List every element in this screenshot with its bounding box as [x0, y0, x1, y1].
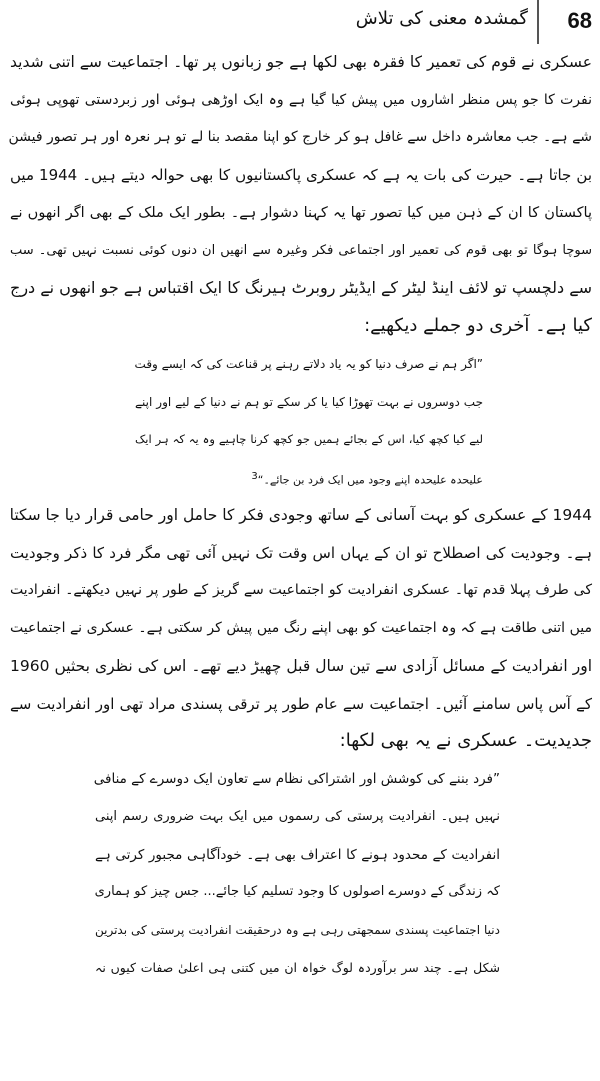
text-line: کی طرف پہلا قدم تھا۔ عسکری انفرادیت کو اجتماعیت سے گریز کے طور پر نہیں دیکھتے۔ انفرادیت [10, 582, 592, 598]
text-line: اور انفرادیت کے مسائل آزادی سے تین سال قبل چھیڑ دیے تھے۔ اس کی نظری بحثیں 1960 [10, 657, 592, 675]
quote-line: کہ زندگی کے دوسرے اصولوں کا وجود تسلیم کیا جائے... جس چیز کو ہماری [94, 884, 500, 899]
text-line: سوچا ہوگا تو بھی قوم کی تعمیر اور اجتماعی فکر وغیرہ سے انھیں ان دنوں کوئی نسبت نہیں تھی۔ سب [10, 243, 592, 258]
quote-line: انفرادیت کے محدود ہونے کا اعتراف بھی ہے۔ خودآگاہی مجبور کرتی ہے [95, 847, 500, 863]
quote-line: ”اگر ہم نے صرف دنیا کو یہ یاد دلاتے رہنے پر قناعت کی کہ ایسے وقت [134, 357, 483, 371]
quote-text: علیحدہ علیحدہ اپنے وجود میں ایک فرد بن جائے۔“ [257, 473, 483, 487]
text-line: میں اتنی طاقت ہے کہ وہ اجتماعیت کو بھی اپنے رنگ میں پیش کر سکتی ہے۔ عسکری نے اجتماعیت [10, 620, 592, 636]
footnote-marker: 3 [251, 471, 258, 482]
page-number: 68 [567, 8, 592, 33]
header-divider [537, 0, 539, 44]
text-line: شے ہے۔ جب معاشرہ داخل سے غافل ہو کر خارج کو اپنا مقصد بنا لے تو ہر نعرہ اور ہر تصور فیشن [8, 129, 592, 145]
quote-line [250, 462, 483, 492]
quote-line: نہیں ہیں۔ انفرادیت پرستی کی رسموں میں ایک بہت ضروری رسم اپنی [95, 809, 500, 824]
book-title: گمشدہ معنی کی تلاش [355, 8, 528, 29]
quote-line: دنیا اجتماعیت پسندی سمجھتی رہی ہے وہ درحقیقت انفرادیت پرستی کی بدترین [95, 923, 500, 937]
text-line: بن جاتا ہے۔ حیرت کی بات یہ ہے کہ عسکری پاکستانیوں کا بھی حوالہ دیتے ہیں۔ 1944 میں [10, 166, 592, 184]
quote-line: ”فرد بننے کی کوشش اور اشتراکی نظام سے تعاون ایک دوسرے کے منافی [93, 771, 500, 787]
text-line: کے آس پاس سامنے آئیں۔ اجتماعیت سے عام طور پر ترقی پسندی مراد تھی اور انفرادیت سے [10, 695, 592, 713]
quote-line: جب دوسروں نے بہت تھوڑا کیا یا کر سکے تو ہم نے دنیا کے لیے اور اپنے [135, 395, 483, 409]
text-line: کیا ہے۔ آخری دو جملے دیکھیے: [364, 315, 592, 336]
quote-line: لیے کیا کچھ کیا، اس کے بجائے ہمیں جو کچھ کرنا چاہیے وہ یہ کہ ہر ایک [135, 432, 483, 446]
quote-line: شکل ہے۔ چند سر برآوردہ لوگ خواہ ان میں کتنی ہی اعلیٰ صفات کیوں نہ [95, 960, 500, 975]
text-line: نفرت کا جو پس منظر اشاروں میں پیش کیا گیا ہے وہ ایک اوڑھی ہوئی اور زبردستی تھوپی ہوئی [10, 92, 592, 108]
text-line: 1944 کے عسکری کو بہت آسانی کے ساتھ وجودی فکر کا حامل اور حامی قرار دیا جا سکتا [9, 506, 592, 524]
text-line: سے دلچسپ تو لائف اینڈ لیٹر کے ایڈیٹر روبرٹ ہیرنگ کا ایک اقتباس ہے جو انھوں نے درج [10, 278, 592, 297]
text-line: پاکستان کا ان کے ذہن میں کیا تصور تھا یہ کہنا دشوار ہے۔ بطور ایک ملک کے بھی اگر انھوں نے [10, 205, 592, 221]
text-line: عسکری نے قوم کی تعمیر کا فقرہ بھی لکھا ہے جو زبانوں پر تھا۔ اجتماعیت سے اتنی شدید [10, 53, 592, 71]
text-line: جدیدیت۔ عسکری نے یہ بھی لکھا: [339, 730, 592, 751]
text-line: ہے۔ وجودیت کی اصطلاح تو ان کے یہاں اس وقت تک نہیں آئی تھی مگر فرد کا ذکر وجودیت [10, 544, 592, 562]
